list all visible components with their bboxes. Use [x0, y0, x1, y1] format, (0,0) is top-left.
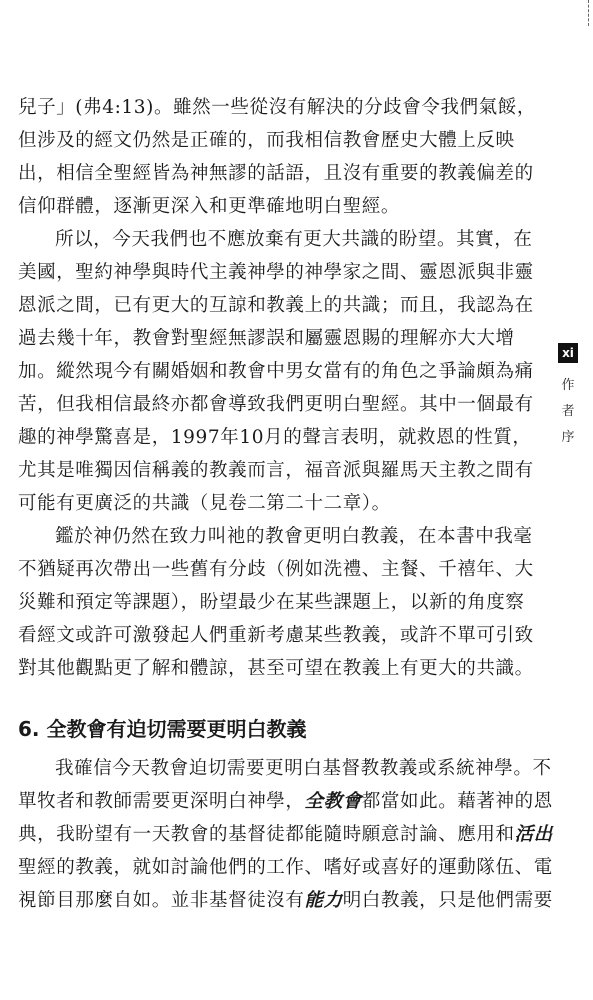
body-line: 尤其是唯獨因信稱義的教義而言，福音派與羅馬天主教之間有: [18, 460, 534, 481]
body-line: 過去幾十年，教會對聖經無謬誤和屬靈恩賜的理解亦大大增: [18, 328, 515, 349]
body-line: 所以，今天我們也不應放棄有更大共識的盼望。其實，在: [55, 229, 533, 250]
body-line: 兒子」(弗4:13)。雖然一些從沒有解決的分歧會令我們氣餒，: [18, 97, 536, 118]
emphasis-text: 活出: [514, 824, 553, 845]
section-title-char: 序: [561, 430, 575, 445]
section-title-char: 者: [561, 404, 575, 419]
body-line: 出，相信全聖經皆為神無謬的話語，且沒有重要的教義偏差的: [18, 163, 534, 184]
body-line: 不猶疑再次帶出一些舊有分歧（例如洗禮、主餐、千禧年、大: [18, 559, 534, 580]
body-line: 看經文或許可激發起人們重新考慮某些教義，或許不單可引致: [18, 625, 534, 646]
body-line: [18, 822, 553, 848]
text-run: 典，我盼望有一天教會的基督徒都能隨時願意討論、應用和: [18, 824, 515, 845]
body-line: 可能有更廣泛的共識（見卷二第二十二章）。: [18, 493, 391, 514]
body-line: 我確信今天教會迫切需要更明白基督教教義或系統神學。不: [55, 758, 552, 779]
side-tab: [558, 343, 578, 451]
body-line: 對其他觀點更了解和體諒，甚至可望在教義上有更大的共識。: [18, 658, 534, 679]
body-line: 加。縱然現今有關婚姻和教會中男女當有的角色之爭論頗為痛: [18, 361, 534, 382]
text-run: 明白教義，只是他們需要: [342, 890, 553, 911]
body-line: 鑑於神仍然在致力叫祂的教會更明白教義，在本書中我毫: [55, 526, 533, 547]
running-section-title: [558, 373, 578, 451]
body-line: 趣的神學驚喜是，1997年10月的聲言表明，就救恩的性質，: [18, 427, 532, 448]
body-line: 聖經的教義，就如討論他們的工作、嗜好或喜好的運動隊伍、電: [18, 857, 553, 878]
body-line: 恩派之間，已有更大的互諒和教義上的共識；而且，我認為在: [18, 295, 534, 316]
crop-mark: [588, 0, 593, 26]
body-line: 但涉及的經文仍然是正確的，而我相信教會歷史大體上反映: [18, 130, 515, 151]
text-run: 都當如此。藉著神的恩: [361, 791, 553, 812]
body-line: [18, 789, 553, 815]
body-line: 苦，但我相信最終亦都會導致我們更明白聖經。其中一個最有: [18, 394, 534, 415]
emphasis-text: 全教會: [304, 791, 362, 812]
page-number: xi: [558, 343, 578, 363]
text-run: 單牧者和教師需要更深明白神學，: [18, 791, 305, 812]
body-line: 美國，聖約神學與時代主義神學的神學家之間、靈恩派與非靈: [18, 262, 534, 283]
section-title-char: 作: [561, 378, 575, 393]
emphasis-text: 能力: [304, 890, 343, 911]
text-run: 視節目那麼自如。並非基督徒沒有: [18, 890, 305, 911]
body-line: [18, 888, 553, 914]
section-heading: 6. 全教會有迫切需要更明白教義: [18, 717, 307, 741]
body-line: 災難和預定等課題），盼望最少在某些課題上，以新的角度察: [18, 592, 525, 613]
body-line: 信仰群體，逐漸更深入和更準確地明白聖經。: [18, 196, 401, 217]
